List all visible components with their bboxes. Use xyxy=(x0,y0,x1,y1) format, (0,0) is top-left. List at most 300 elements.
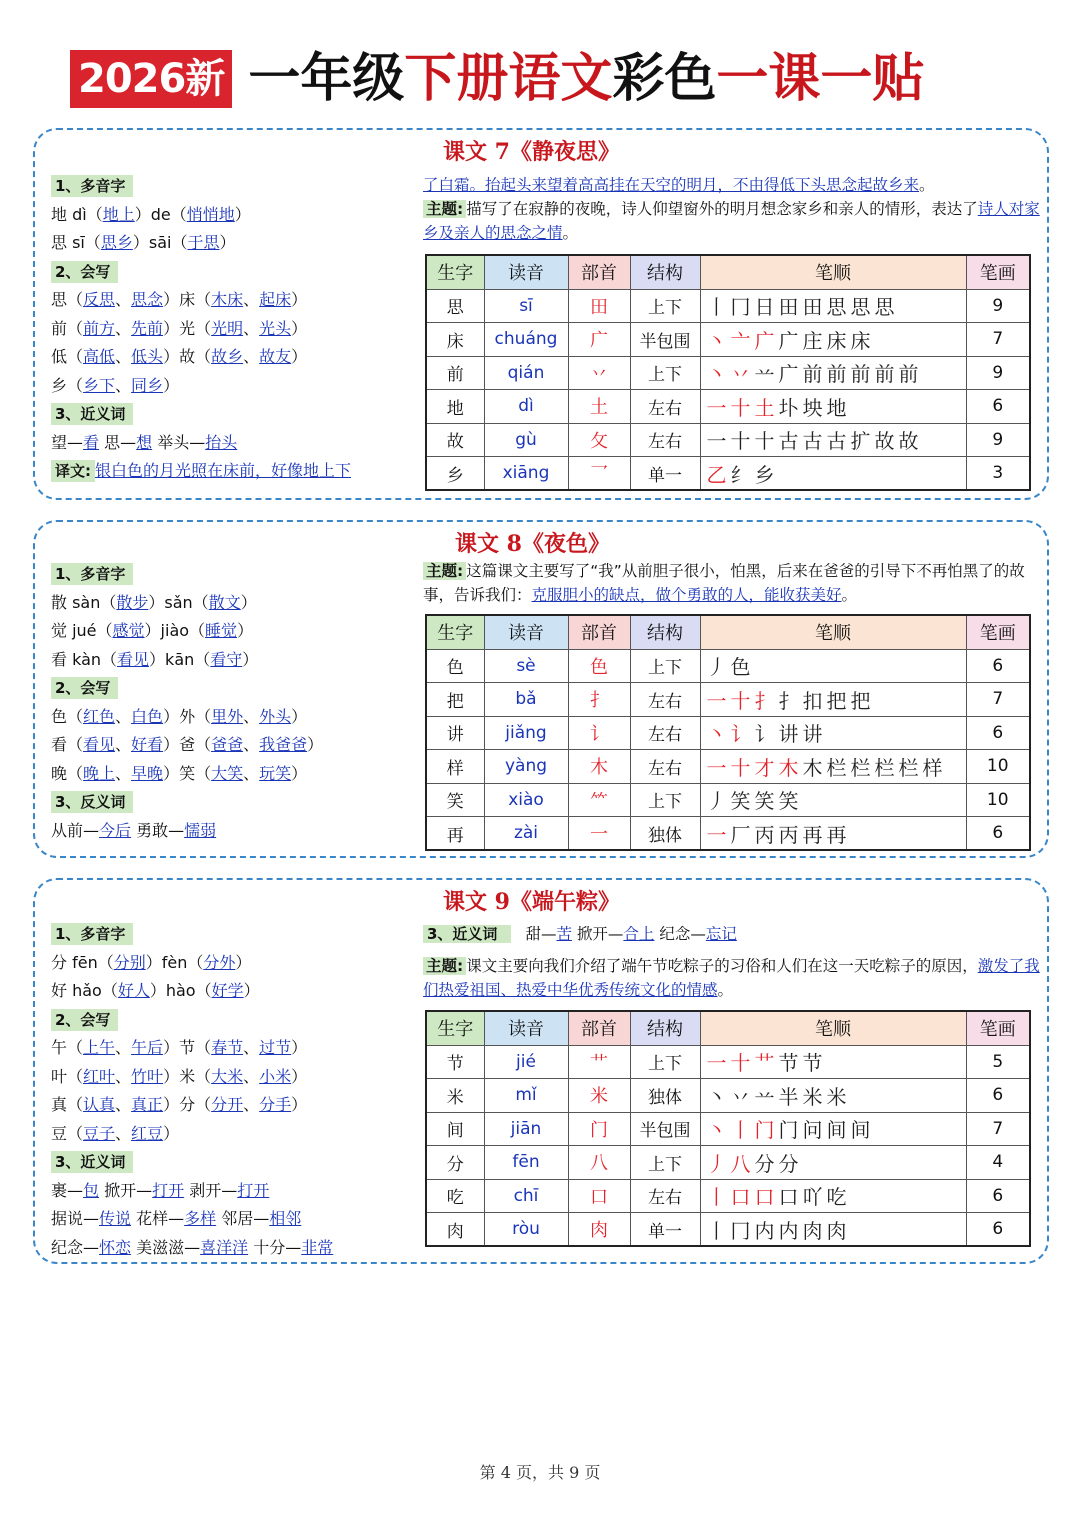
cell-structure: 单一 xyxy=(630,457,700,491)
text-seg: 、 xyxy=(243,318,260,338)
text-seg: ） xyxy=(291,290,308,309)
text-seg: ）kān（ xyxy=(149,649,211,669)
section-label: 3、反义词 xyxy=(51,791,133,813)
section-label: 2、会写 xyxy=(51,677,118,699)
cell-stroke-count: 6 xyxy=(966,649,1030,683)
cell-pinyin: sè xyxy=(484,649,568,683)
text-seg: 、 xyxy=(243,1066,260,1086)
term-link: 大笑 xyxy=(211,763,244,783)
term-link: 多样 xyxy=(184,1209,217,1228)
title-part-4: 一课一贴 xyxy=(716,48,925,109)
text-seg: 十分— xyxy=(248,1237,302,1257)
cell-character: 把 xyxy=(426,683,484,717)
stroke-step: 肉 xyxy=(802,1218,827,1243)
table-row xyxy=(426,323,1030,357)
text-seg: ） xyxy=(243,981,260,1000)
text-seg: ） xyxy=(237,621,254,640)
text-seg: ） xyxy=(291,1038,308,1057)
stroke-step: 十 xyxy=(730,755,755,780)
stroke-step: 前 xyxy=(802,362,827,387)
cell-pinyin: zài xyxy=(484,817,568,851)
text-seg: 。 xyxy=(562,224,579,242)
cell-stroke-order xyxy=(700,423,966,457)
table-row xyxy=(426,289,1030,323)
text-seg: 美滋滋— xyxy=(131,1237,201,1257)
cell-stroke-order xyxy=(700,1112,966,1146)
stroke-step: 样 xyxy=(922,755,947,780)
stroke-step: 十 xyxy=(730,1051,755,1076)
cell-structure: 独体 xyxy=(630,1079,700,1113)
header-character: 生字 xyxy=(426,615,484,649)
term-link: 里外 xyxy=(211,706,244,726)
cell-radical: 广 xyxy=(568,323,630,357)
cell-radical: 木 xyxy=(568,750,630,784)
cell-radical: 色 xyxy=(568,649,630,683)
term-link: 激发了我们热爱祖国、热爱中华优秀传统文化的情感 xyxy=(423,957,1040,999)
term-link: 午后 xyxy=(131,1038,164,1057)
text-seg: 、 xyxy=(115,1038,132,1057)
cell-character: 米 xyxy=(426,1079,484,1113)
text-seg: ）fèn（ xyxy=(145,952,204,972)
text-seg: 、 xyxy=(115,706,132,726)
character-table xyxy=(425,614,1031,851)
section-row xyxy=(51,560,421,589)
text-seg: 思（ xyxy=(51,290,84,309)
content-line xyxy=(51,343,421,372)
theme-label: 主题: xyxy=(423,200,466,218)
stroke-step: 古 xyxy=(802,429,827,454)
cell-structure: 左右 xyxy=(630,423,700,457)
section-label: 1、多音字 xyxy=(51,175,133,197)
text-seg: ）sāi（ xyxy=(132,233,188,252)
text-seg: ）爸（ xyxy=(163,735,212,754)
cell-radical: 土 xyxy=(568,390,630,424)
stroke-step: 䒑 xyxy=(754,1084,779,1109)
term-link: 故友 xyxy=(259,347,292,366)
cell-radical: 艹 xyxy=(568,1045,630,1079)
title-part-1: 一年级 xyxy=(248,48,405,109)
stroke-step: 笑 xyxy=(754,789,779,814)
text-seg: ）hào（ xyxy=(149,981,212,1000)
text-seg: 裹— xyxy=(51,1180,84,1200)
table-row xyxy=(426,683,1030,717)
cell-structure: 左右 xyxy=(630,716,700,750)
stroke-step: 䒑 xyxy=(754,362,779,387)
header-stroke-count: 笔画 xyxy=(966,615,1030,649)
stroke-step: 古 xyxy=(826,429,851,454)
cell-pinyin: sī xyxy=(484,289,568,323)
text-seg: 、 xyxy=(243,290,260,309)
stroke-step: 口 xyxy=(730,1185,755,1210)
cell-radical: 攵 xyxy=(568,423,630,457)
text-seg: 、 xyxy=(115,375,132,395)
text-seg: 。 xyxy=(841,586,858,604)
cell-radical: 口 xyxy=(568,1179,630,1213)
stroke-step: 丷 xyxy=(730,1084,755,1109)
stroke-step: 一 xyxy=(706,688,731,713)
stroke-step: 讠 xyxy=(754,722,779,747)
lesson-9-panel xyxy=(33,878,1049,1264)
text-seg: 真（ xyxy=(51,1095,84,1114)
stroke-step: 庄 xyxy=(802,328,827,353)
cell-character: 分 xyxy=(426,1146,484,1180)
text-seg: ）床（ xyxy=(163,290,212,309)
cell-character: 间 xyxy=(426,1112,484,1146)
cell-radical: 讠 xyxy=(568,716,630,750)
text-seg: 看 kàn（ xyxy=(51,649,118,669)
term-link: 散文 xyxy=(208,592,241,612)
text-seg: 描写了在寂静的夜晚，诗人仰望窗外的明月想念家乡和亲人的情形，表达了 xyxy=(466,200,978,218)
character-table xyxy=(425,254,1031,491)
cell-stroke-order xyxy=(700,1179,966,1213)
table-row xyxy=(426,1146,1030,1180)
term-link: 银白色的月光照在床前，好像地上下 xyxy=(95,461,352,480)
text-seg: 花样— xyxy=(131,1209,185,1228)
cell-radical: 门 xyxy=(568,1112,630,1146)
text-seg: ） xyxy=(219,233,236,252)
cell-stroke-order xyxy=(700,783,966,817)
stroke-step: 丶 xyxy=(706,1084,731,1109)
cell-character: 故 xyxy=(426,423,484,457)
stroke-step: 讲 xyxy=(802,722,827,747)
text-seg: 、 xyxy=(115,1095,132,1114)
term-link: 分外 xyxy=(203,952,236,972)
cell-pinyin: xiāng xyxy=(484,457,568,491)
text-seg: 、 xyxy=(243,706,260,726)
text-seg: 叶（ xyxy=(51,1066,84,1086)
content-line xyxy=(51,731,421,760)
content-line xyxy=(51,1177,421,1206)
term-link: 过节 xyxy=(259,1038,292,1057)
cell-structure: 上下 xyxy=(630,783,700,817)
text-seg: 、 xyxy=(115,290,132,309)
text-seg: ） xyxy=(291,706,308,726)
content-line xyxy=(51,1120,421,1149)
stroke-step: 冂 xyxy=(730,1218,755,1243)
cell-stroke-order xyxy=(700,323,966,357)
term-link: 怀恋 xyxy=(99,1237,132,1257)
term-link: 前方 xyxy=(83,318,116,338)
term-link: 看守 xyxy=(210,649,243,669)
cell-stroke-count: 6 xyxy=(966,390,1030,424)
text-seg: ） xyxy=(291,763,308,783)
section-label: 3、近义词 xyxy=(51,403,133,425)
cell-radical: 田 xyxy=(568,289,630,323)
header-stroke-count: 笔画 xyxy=(966,255,1030,289)
stroke-step: 木 xyxy=(778,755,803,780)
stroke-step: 丶 xyxy=(706,362,731,387)
cell-pinyin: fēn xyxy=(484,1146,568,1180)
stroke-step: 色 xyxy=(730,655,755,680)
cell-character: 乡 xyxy=(426,457,484,491)
stroke-step: 吖 xyxy=(802,1185,827,1210)
section-label: 1、多音字 xyxy=(51,923,133,945)
text-seg: ） xyxy=(235,952,252,972)
cell-radical: ⺮ xyxy=(568,783,630,817)
table-row xyxy=(426,817,1030,851)
term-link: 分手 xyxy=(259,1095,292,1114)
term-link: 睡觉 xyxy=(205,621,238,640)
cell-stroke-count: 9 xyxy=(966,289,1030,323)
term-link: 先前 xyxy=(131,318,164,338)
term-link: 忘记 xyxy=(705,925,737,943)
paragraph xyxy=(423,173,1041,197)
stroke-step: 丨 xyxy=(706,1218,731,1243)
cell-structure: 上下 xyxy=(630,289,700,323)
text-seg: ）笑（ xyxy=(163,763,212,783)
stroke-step: 前 xyxy=(826,362,851,387)
cell-stroke-order xyxy=(700,750,966,784)
stroke-step: 床 xyxy=(850,328,875,353)
stroke-step: 乙 xyxy=(706,462,731,487)
term-link: 于思 xyxy=(187,233,220,252)
stroke-step: 肉 xyxy=(826,1218,851,1243)
section-label: 1、多音字 xyxy=(51,563,133,585)
stroke-step: 扣 xyxy=(802,688,827,713)
stroke-step: 扌 xyxy=(754,688,779,713)
header-stroke-count: 笔画 xyxy=(966,1011,1030,1045)
content-line xyxy=(51,1234,421,1263)
stroke-step: 十 xyxy=(754,429,779,454)
cell-stroke-order xyxy=(700,356,966,390)
text-seg: 、 xyxy=(115,735,132,754)
stroke-step: 广 xyxy=(778,328,803,353)
term-link: 传说 xyxy=(99,1209,132,1228)
term-link: 好看 xyxy=(131,735,164,754)
text-seg: ）de（ xyxy=(134,204,187,224)
cell-character: 床 xyxy=(426,323,484,357)
stroke-step: 十 xyxy=(730,395,755,420)
text-seg: 望— xyxy=(51,432,84,452)
term-link: 我爸爸 xyxy=(259,735,308,754)
term-link: 分开 xyxy=(211,1095,244,1114)
text-seg: ）故（ xyxy=(163,347,212,366)
text-seg: 乡（ xyxy=(51,375,84,395)
term-link: 木床 xyxy=(211,290,244,309)
term-link: 光头 xyxy=(259,318,292,338)
cell-structure: 上下 xyxy=(630,356,700,390)
stroke-step: 分 xyxy=(778,1151,803,1176)
text-seg: 据说— xyxy=(51,1209,100,1228)
term-link: 认真 xyxy=(83,1095,116,1114)
stroke-step: 栏 xyxy=(826,755,851,780)
stroke-step: 口 xyxy=(778,1185,803,1210)
cell-pinyin: dì xyxy=(484,390,568,424)
character-table xyxy=(425,1010,1031,1247)
stroke-step: 八 xyxy=(730,1151,755,1176)
text-seg: 勇敢— xyxy=(131,820,185,840)
stroke-step: 思 xyxy=(874,295,899,320)
text-seg: 分 fēn（ xyxy=(51,952,114,972)
stroke-step: 丙 xyxy=(778,822,803,847)
stroke-step: 冂 xyxy=(730,295,755,320)
cell-stroke-order xyxy=(700,716,966,750)
term-link: 相邻 xyxy=(269,1209,302,1228)
cell-pinyin: ròu xyxy=(484,1213,568,1247)
cell-character: 地 xyxy=(426,390,484,424)
stroke-step: 十 xyxy=(730,429,755,454)
text-seg: 、 xyxy=(115,318,132,338)
section-label: 3、近义词 xyxy=(423,925,511,943)
term-link: 散步 xyxy=(116,592,149,612)
text-seg: 色（ xyxy=(51,706,84,726)
cell-stroke-count: 6 xyxy=(966,716,1030,750)
stroke-step: 古 xyxy=(778,429,803,454)
paragraph xyxy=(423,197,1041,245)
stroke-step: 才 xyxy=(754,755,779,780)
section-label: 2、会写 xyxy=(51,261,118,283)
section-row xyxy=(51,258,421,287)
term-link: 爸爸 xyxy=(211,735,244,754)
content-line xyxy=(51,949,421,978)
text-seg: 。 xyxy=(717,981,734,999)
section-row xyxy=(51,788,421,817)
table-row xyxy=(426,423,1030,457)
cell-pinyin: xiào xyxy=(484,783,568,817)
term-link: 打开 xyxy=(152,1180,185,1200)
lesson-right-column xyxy=(423,559,1041,607)
term-link: 克服胆小的缺点，做个勇敢的人，能收获美好 xyxy=(531,586,842,604)
stroke-step: 门 xyxy=(754,1118,779,1143)
table-row xyxy=(426,750,1030,784)
cell-character: 前 xyxy=(426,356,484,390)
year-badge: 2026新 xyxy=(70,50,232,108)
term-link: 低头 xyxy=(131,347,164,366)
table-row xyxy=(426,783,1030,817)
text-seg: ） xyxy=(291,1066,308,1086)
header-radical: 部首 xyxy=(568,255,630,289)
stroke-step: 丙 xyxy=(754,822,779,847)
term-link: 苦 xyxy=(556,925,572,943)
cell-pinyin: yàng xyxy=(484,750,568,784)
section-row xyxy=(51,920,421,949)
stroke-step: 广 xyxy=(778,362,803,387)
cell-structure: 左右 xyxy=(630,683,700,717)
cell-character: 肉 xyxy=(426,1213,484,1247)
text-seg: 、 xyxy=(115,347,132,366)
text-seg: 地 dì（ xyxy=(51,204,103,224)
text-seg: 纪念— xyxy=(51,1237,100,1257)
stroke-step: 丶 xyxy=(706,1118,731,1143)
term-link: 看见 xyxy=(83,735,116,754)
table-row xyxy=(426,649,1030,683)
content-line xyxy=(51,760,421,789)
header-stroke-order: 笔顺 xyxy=(700,255,966,289)
text-seg: 、 xyxy=(115,763,132,783)
section-row xyxy=(51,1006,421,1035)
text-seg: ）光（ xyxy=(163,318,212,338)
text-seg: ） xyxy=(163,1123,180,1143)
content-line xyxy=(51,1205,421,1234)
lesson-left-column xyxy=(51,560,421,845)
paragraph xyxy=(423,954,1041,1002)
text-seg: 邻居— xyxy=(216,1209,270,1228)
term-link: 玩笑 xyxy=(259,763,292,783)
text-seg: 、 xyxy=(243,1038,260,1057)
term-link: 诗人对家乡及亲人的思念之情 xyxy=(423,200,1040,242)
stroke-step: 土 xyxy=(754,395,779,420)
cell-stroke-count: 7 xyxy=(966,683,1030,717)
paragraph xyxy=(423,920,1041,948)
text-seg: ） xyxy=(240,592,257,612)
cell-stroke-order xyxy=(700,817,966,851)
stroke-step: 丨 xyxy=(730,1118,755,1143)
stroke-step: 丶 xyxy=(706,722,731,747)
stroke-step: 再 xyxy=(826,822,851,847)
cell-character: 讲 xyxy=(426,716,484,750)
table-row xyxy=(426,457,1030,491)
stroke-step: 丨 xyxy=(706,295,731,320)
stroke-step: 吃 xyxy=(826,1185,851,1210)
term-link: 懦弱 xyxy=(184,820,217,840)
stroke-step: 讲 xyxy=(778,722,803,747)
content-line xyxy=(51,201,421,230)
stroke-step: 栏 xyxy=(850,755,875,780)
term-link: 分别 xyxy=(113,952,146,972)
stroke-step: 木 xyxy=(802,755,827,780)
cell-character: 色 xyxy=(426,649,484,683)
text-seg: 思 sī（ xyxy=(51,233,101,252)
stroke-step: 十 xyxy=(730,688,755,713)
cell-structure: 上下 xyxy=(630,649,700,683)
stroke-step: 坱 xyxy=(802,395,827,420)
header-structure: 结构 xyxy=(630,1011,700,1045)
cell-stroke-count: 7 xyxy=(966,323,1030,357)
cell-structure: 左右 xyxy=(630,390,700,424)
term-link: 思乡 xyxy=(100,233,133,252)
cell-stroke-count: 7 xyxy=(966,1112,1030,1146)
section-label: 2、会写 xyxy=(51,1009,118,1031)
cell-pinyin: mǐ xyxy=(484,1079,568,1113)
stroke-step: 前 xyxy=(898,362,923,387)
term-link: 豆子 xyxy=(83,1123,116,1143)
text-seg: 豆（ xyxy=(51,1123,84,1143)
term-link: 悄悄地 xyxy=(186,204,235,224)
cell-character: 样 xyxy=(426,750,484,784)
stroke-step: 节 xyxy=(802,1051,827,1076)
cell-structure: 上下 xyxy=(630,1146,700,1180)
stroke-step: 田 xyxy=(802,295,827,320)
text-seg: 、 xyxy=(243,347,260,366)
theme-label: 主题: xyxy=(423,957,466,975)
cell-stroke-order xyxy=(700,1146,966,1180)
text-seg: ）sǎn（ xyxy=(148,592,209,612)
header-reading: 读音 xyxy=(484,255,568,289)
cell-radical: 米 xyxy=(568,1079,630,1113)
section-row xyxy=(51,674,421,703)
text-seg: 前（ xyxy=(51,318,84,338)
section-row xyxy=(51,400,421,429)
cell-stroke-count: 6 xyxy=(966,817,1030,851)
text-seg: ）分（ xyxy=(163,1095,212,1114)
lesson-right-column xyxy=(423,173,1041,245)
text-seg: 剥开— xyxy=(184,1180,238,1200)
lesson-7-panel xyxy=(33,128,1049,500)
text-seg: 低（ xyxy=(51,347,84,366)
text-seg: ） xyxy=(163,375,180,395)
cell-stroke-count: 4 xyxy=(966,1146,1030,1180)
text-seg: 午（ xyxy=(51,1038,84,1057)
term-link: 包 xyxy=(83,1180,100,1200)
text-seg: 从前— xyxy=(51,820,100,840)
content-line xyxy=(51,1034,421,1063)
stroke-step: 一 xyxy=(706,395,731,420)
table-row xyxy=(426,390,1030,424)
term-link: 春节 xyxy=(211,1038,244,1057)
stroke-step: 扌 xyxy=(778,688,803,713)
header-character: 生字 xyxy=(426,1011,484,1045)
stroke-step: 扩 xyxy=(850,429,875,454)
